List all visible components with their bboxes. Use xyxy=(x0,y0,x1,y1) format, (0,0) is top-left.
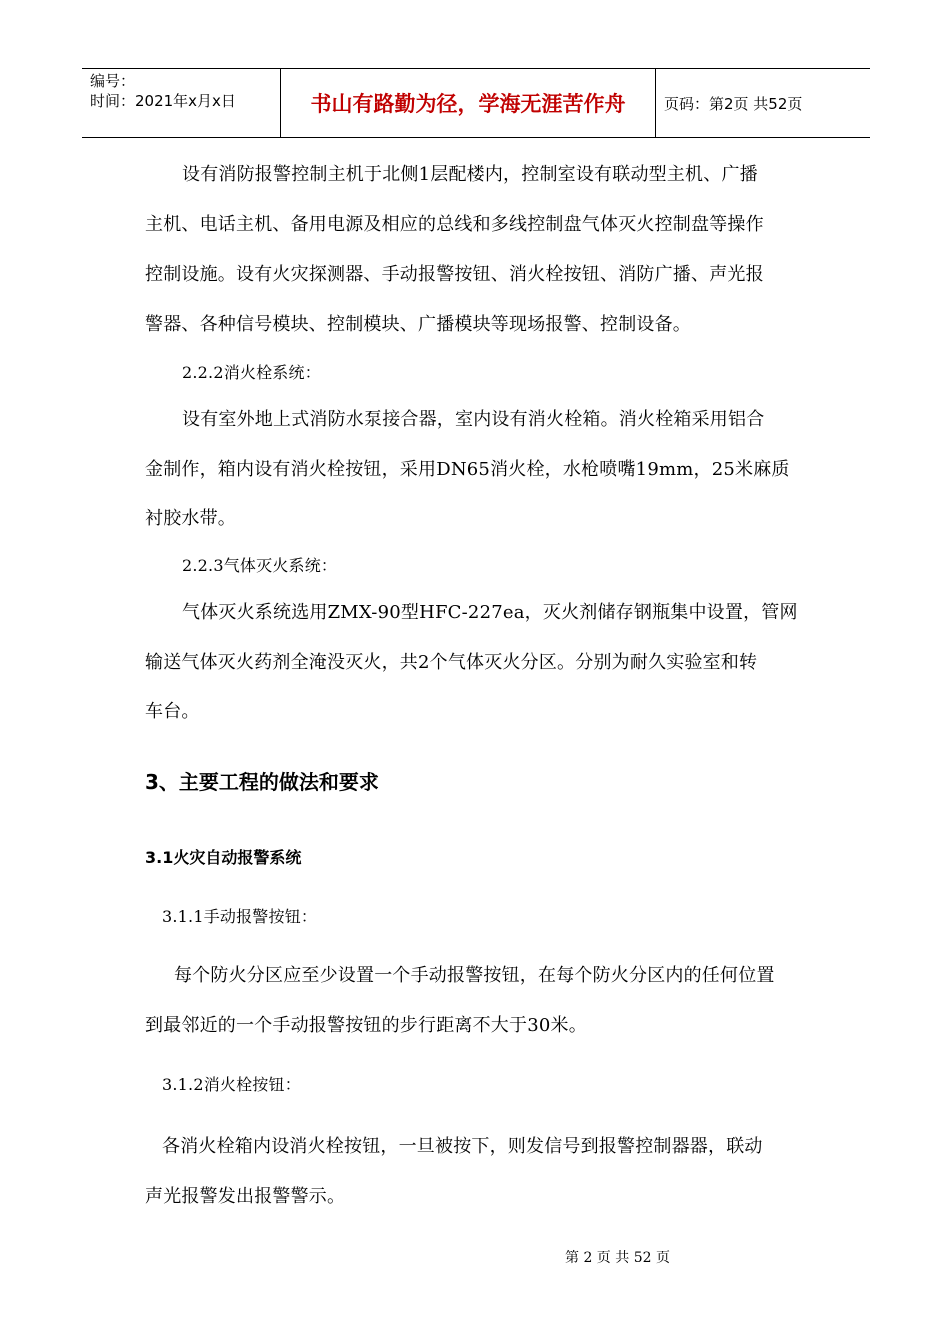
paragraph-line: 设有室外地上式消防水泵接合器，室内设有消火栓箱。消火栓箱采用铝合 xyxy=(182,409,765,430)
paragraph-line: 设有消防报警控制主机于北侧1层配楼内，控制室设有联动型主机、广播 xyxy=(182,164,758,185)
paragraph-line: 声光报警发出报警警示。 xyxy=(145,1186,346,1207)
paragraph-line: 衬胶水带。 xyxy=(145,508,236,529)
paragraph-line: 各消火栓箱内设消火栓按钮，一旦被按下，则发信号到报警控制器器，联动 xyxy=(162,1136,763,1157)
paragraph-line: 每个防火分区应至少设置一个手动报警按钮，在每个防火分区内的任何位置 xyxy=(174,965,775,986)
header-page-info: 页码：第2页 共52页 xyxy=(664,94,803,113)
header-meta xyxy=(82,69,281,137)
subsection-title: 3.1.1手动报警按钮： xyxy=(162,907,318,926)
subsection-title: 2.2.3气体灭火系统： xyxy=(182,556,338,575)
paragraph-line: 到最邻近的一个手动报警按钮的步行距离不大于30米。 xyxy=(145,1015,587,1036)
number-label: 编号： xyxy=(90,72,136,90)
paragraph-line: 输送气体灭火药剂全淹没灭火，共2个气体灭火分区。分别为耐久实验室和转 xyxy=(145,652,758,673)
paragraph-line: 金制作，箱内设有消火栓按钮，采用DN65消火栓，水枪喷嘴19mm，25米麻质 xyxy=(145,459,790,480)
paragraph-line: 主机、电话主机、备用电源及相应的总线和多线控制盘气体灭火控制盘等操作 xyxy=(145,214,764,235)
page-header xyxy=(82,68,870,138)
paragraph-line: 气体灭火系统选用ZMX-90型HFC-227ea，灭火剂储存钢瓶集中设置，管网 xyxy=(182,602,798,623)
paragraph-line: 控制设施。设有火灾探测器、手动报警按钮、消火栓按钮、消防广播、声光报 xyxy=(145,264,764,285)
paragraph-line: 警器、各种信号模块、控制模块、广播模块等现场报警、控制设备。 xyxy=(145,314,691,335)
paragraph-line: 车台。 xyxy=(145,701,200,722)
subsection-heading: 3.1火灾自动报警系统 xyxy=(145,848,302,867)
subsection-title: 3.1.2消火栓按钮： xyxy=(162,1075,301,1094)
subsection-title: 2.2.2消火栓系统： xyxy=(182,363,321,382)
section-heading: 3、主要工程的做法和要求 xyxy=(145,770,379,794)
page-footer: 第 2 页 共 52 页 xyxy=(565,1250,670,1266)
header-motto: 书山有路勤为径，学海无涯苦作舟 xyxy=(281,69,656,137)
time-label: 时间：2021年x月x日 xyxy=(90,92,236,110)
